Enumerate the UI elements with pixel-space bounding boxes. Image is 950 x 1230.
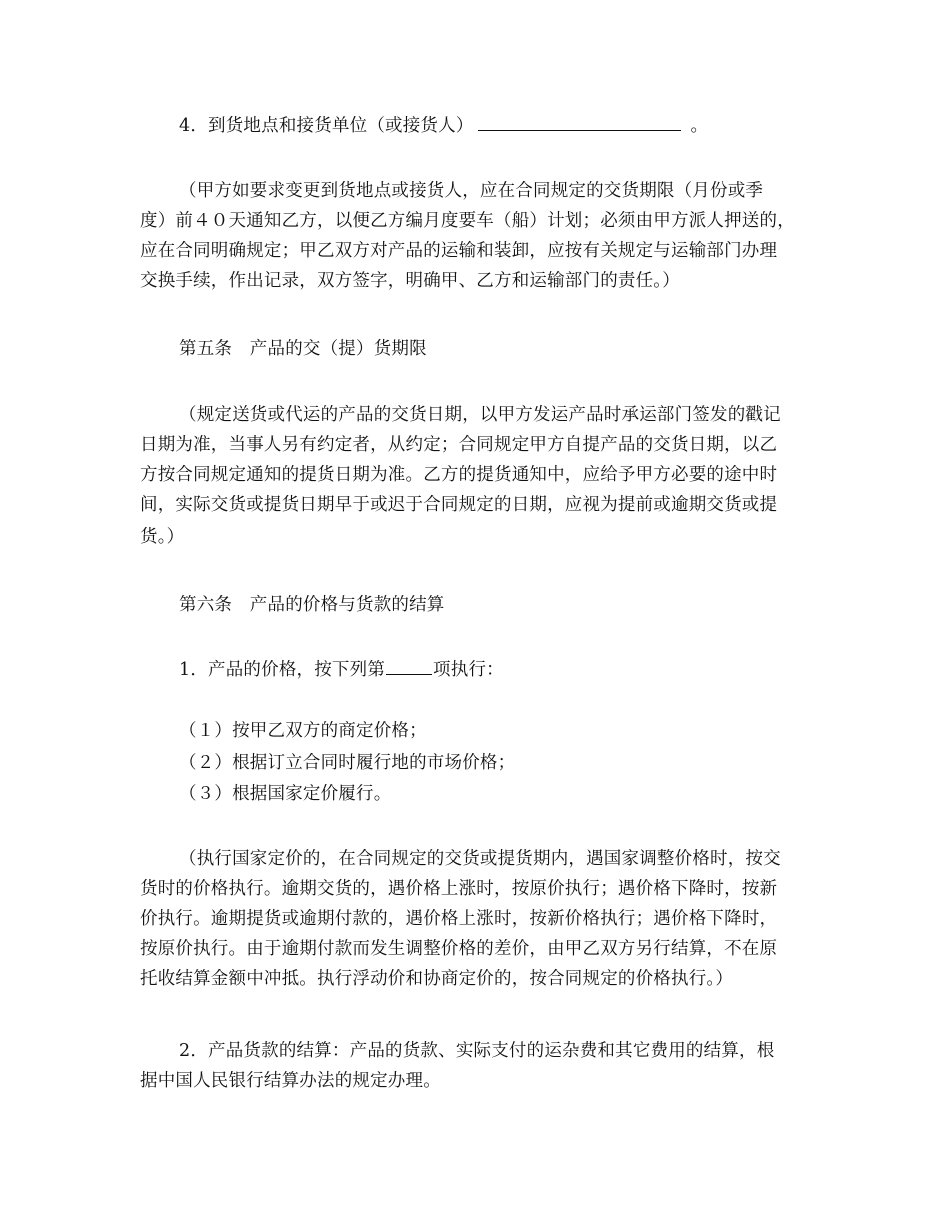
item-2-line: 据中国人民银行结算办法的规定办理。	[140, 1071, 441, 1091]
note-price-line: （执行国家定价的，在合同规定的交货或提货期内，遇国家调整价格时，按交	[179, 849, 781, 869]
item-1-line	[179, 656, 504, 683]
price-option-item: （３）根据国家定价履行。	[179, 784, 392, 804]
note-delivery-date-line: 日期为准，当事人另有约定者，从约定；合同规定甲方自提产品的交货日期，以乙	[140, 435, 778, 455]
item-4-text: 4．到货地点和接货单位（或接货人）	[179, 116, 474, 136]
note-price-line: 托收结算金额中冲抵。执行浮动价和协商定价的，按合同规定的价格执行。）	[140, 969, 734, 989]
price-option-blank-field[interactable]	[386, 656, 432, 675]
item-1-prefix: 1．产品的价格，按下列第	[179, 660, 386, 680]
note-price-line: 货时的价格执行。逾期交货的，遇价格上涨时，按原价执行；遇价格下降时，按新	[140, 879, 778, 899]
delivery-place-blank-field[interactable]	[478, 112, 681, 131]
note-delivery-change-line: （甲方如要求变更到货地点或接货人，应在合同规定的交货期限（月份或季	[179, 181, 764, 201]
price-option-item: （１）按甲乙双方的商定价格；	[179, 721, 427, 741]
note-price-line: 价执行。逾期提货或逾期付款的，遇价格上涨时，按新价格执行；遇价格下降时，	[140, 909, 778, 929]
article-5-title: 第五条 产品的交（提）货期限	[179, 339, 427, 359]
item-4-tail: 。	[690, 116, 709, 136]
article-6-title: 第六条 产品的价格与货款的结算	[179, 595, 445, 615]
note-delivery-date-line: （规定送货或代运的产品的交货日期，以甲方发运产品时承运部门签发的戳记	[179, 405, 781, 425]
item-1-suffix: 项执行：	[433, 660, 504, 680]
note-delivery-change-line: 应在合同明确规定；甲乙双方对产品的运输和装卸，应按有关规定与运输部门办理	[140, 241, 778, 261]
note-delivery-date-line: 货。）	[140, 527, 185, 547]
note-delivery-change-line: 交换手续，作出记录，双方签字，明确甲、乙方和运输部门的责任。）	[140, 271, 680, 291]
price-option-item: （２）根据订立合同时履行地的市场价格；	[179, 753, 516, 773]
item-2-line: 2．产品货款的结算：产品的货款、实际支付的运杂费和其它费用的结算，根	[179, 1041, 775, 1061]
note-delivery-date-line: 方按合同规定通知的提货日期为准。乙方的提货通知中，应给予甲方必要的途中时	[140, 465, 778, 485]
note-delivery-change-line: 度）前４０天通知乙方，以便乙方编月度要车（船）计划；必须由甲方派人押送的，	[140, 211, 795, 231]
note-price-line: 按原价执行。由于逾期付款而发生调整价格的差价，由甲乙双方另行结算，不在原	[140, 939, 778, 959]
item-4-line	[179, 112, 708, 139]
note-delivery-date-line: 间，实际交货或提货日期早于或迟于合同规定的日期，应视为提前或逾期交货或提	[140, 495, 778, 515]
